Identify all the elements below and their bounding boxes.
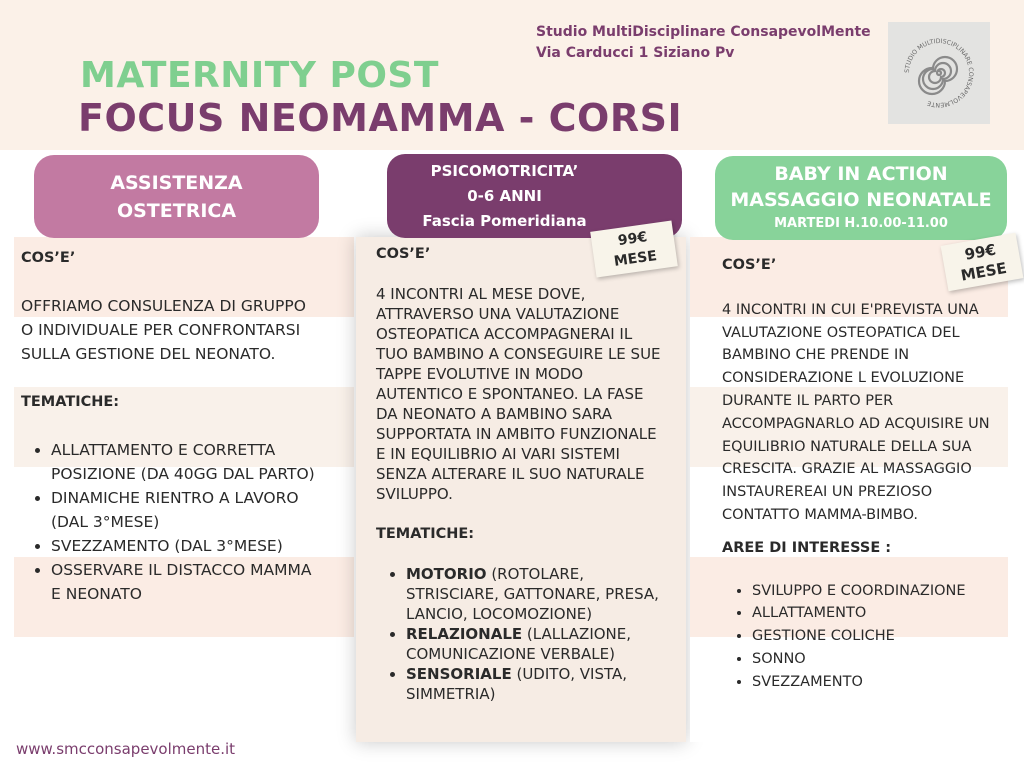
list-item: • ALLATTAMENTO E CORRETTA POSIZIONE (DA 40GG DAL PARTO)	[51, 438, 321, 486]
list-item: • SVEZZAMENTO (DAL 3°MESE)	[51, 534, 321, 558]
list-item	[406, 624, 666, 664]
column-baby-in-action-text	[722, 254, 1000, 694]
topic-name: MOTORIO	[406, 565, 487, 583]
topic-detail: (UDITO, VISTA, SIMMETRIA)	[406, 665, 628, 703]
section-heading: COS’E’	[722, 257, 777, 273]
interest-list	[722, 580, 1000, 694]
section-heading: TEMATICHE:	[21, 394, 120, 410]
pill-label: 0-6 ANNI	[467, 186, 542, 205]
intro-paragraph: 4 INCONTRI AL MESE DOVE, ATTRAVERSO UNA VALUTAZIONE OSTEOPATICA ACCOMPAGNERAI IL TUO BAMBINO A CONSEGUIRE LE SUE TAPPE EVOLUTIVE IN MODO AUTENTICO E SPONTANEO. LA FASE DA NEONATO A BAMBINO SARA SUPPORTATA IN AMBITO FUNZIONALE E IN EQUILIBRIO AI VARI SISTEMI SENZA ALTERARE IL SUO NATURALE SVILUPPO.	[376, 285, 661, 503]
list-item	[406, 664, 666, 704]
section-heading: COS’E’	[21, 250, 76, 266]
pill-label: Fascia Pomeridiana	[422, 211, 587, 230]
topic-name: RELAZIONALE	[406, 625, 523, 643]
list-item: • GESTIONE COLICHE	[752, 625, 1000, 648]
website-link[interactable]: www.smcconsapevolmente.it	[16, 740, 236, 758]
list-item: • SVILUPPO E COORDINAZIONE	[752, 580, 1000, 603]
topic-name: SENSORIALE	[406, 665, 512, 683]
topic-detail: (ROTOLARE, STRISCIARE, GATTONARE, PRESA, LANCIO, LOCOMOZIONE)	[406, 565, 659, 623]
intro-paragraph: OFFRIAMO CONSULENZA DI GRUPPO O INDIVIDUALE PER CONFRONTARSI SULLA GESTIONE DEL NEONATO.	[21, 297, 306, 363]
list-item: • DINAMICHE RIENTRO A LAVORO (DAL 3°MESE)	[51, 486, 321, 534]
studio-name: Studio MultiDisciplinare ConsapevolMente	[536, 24, 871, 40]
topics-list	[376, 564, 666, 704]
studio-info	[536, 22, 871, 64]
pill-schedule: MARTEDI H.10.00-11.00	[774, 216, 948, 231]
pill-assistenza-ostetrica	[34, 155, 319, 238]
list-item: • OSSERVARE IL DISTACCO MAMMA E NEONATO	[51, 558, 321, 606]
column-psicomotricita-text	[376, 244, 666, 704]
title-maternity-post: MATERNITY POST	[80, 55, 439, 96]
list-item	[406, 564, 666, 624]
topics-list	[21, 438, 321, 606]
price-amount: 99€	[617, 229, 649, 250]
price-unit: MESE	[612, 247, 658, 270]
pill-baby-in-action	[715, 156, 1007, 240]
section-heading: TEMATICHE:	[376, 526, 475, 542]
topic-detail: (LALLAZIONE, COMUNICAZIONE VERBALE)	[406, 625, 632, 663]
studio-logo	[888, 22, 990, 124]
price-unit: MESE	[959, 258, 1009, 285]
pill-label: ASSISTENZA	[110, 171, 243, 194]
price-amount: 99€	[963, 240, 998, 264]
logo-ring-text: STUDIO MULTIDISCIPLINARE CONSAPEVOLMENTE	[903, 37, 975, 109]
pill-label: MASSAGGIO NEONATALE	[730, 189, 992, 211]
pill-label: OSTETRICA	[116, 199, 237, 222]
pill-label: PSICOMOTRICITA’	[430, 161, 579, 180]
pill-label: BABY IN ACTION	[774, 163, 948, 185]
title-focus-neomamma: FOCUS NEOMAMMA - CORSI	[78, 96, 683, 140]
list-item: • ALLATTAMENTO	[752, 602, 1000, 625]
intro-paragraph: 4 INCONTRI IN CUI E'PREVISTA UNA VALUTAZIONE OSTEOPATICA DEL BAMBINO CHE PRENDE IN CONSIDERAZIONE L EVOLUZIONE DURANTE IL PARTO PER ACCOMPAGNARLO AD ACQUISIRE UN EQUILIBRIO NATURALE DELLA SUA CRESCITA. GRAZIE AL MASSAGGIO INSTAUREREAI UN PREZIOSO CONTATTO MAMMA-BIMBO.	[722, 301, 990, 523]
list-item: • SVEZZAMENTO	[752, 671, 1000, 694]
section-heading: AREE DI INTERESSE :	[722, 539, 892, 556]
studio-address: Via Carducci 1 Siziano Pv	[536, 45, 735, 61]
column-assistenza-text	[21, 246, 321, 606]
section-heading: COS’E’	[376, 246, 431, 262]
svg-text:STUDIO MULTIDISCIPLINARE CONSA	[904, 38, 974, 108]
spiral-logo-icon	[899, 33, 979, 113]
list-item: • SONNO	[752, 648, 1000, 671]
